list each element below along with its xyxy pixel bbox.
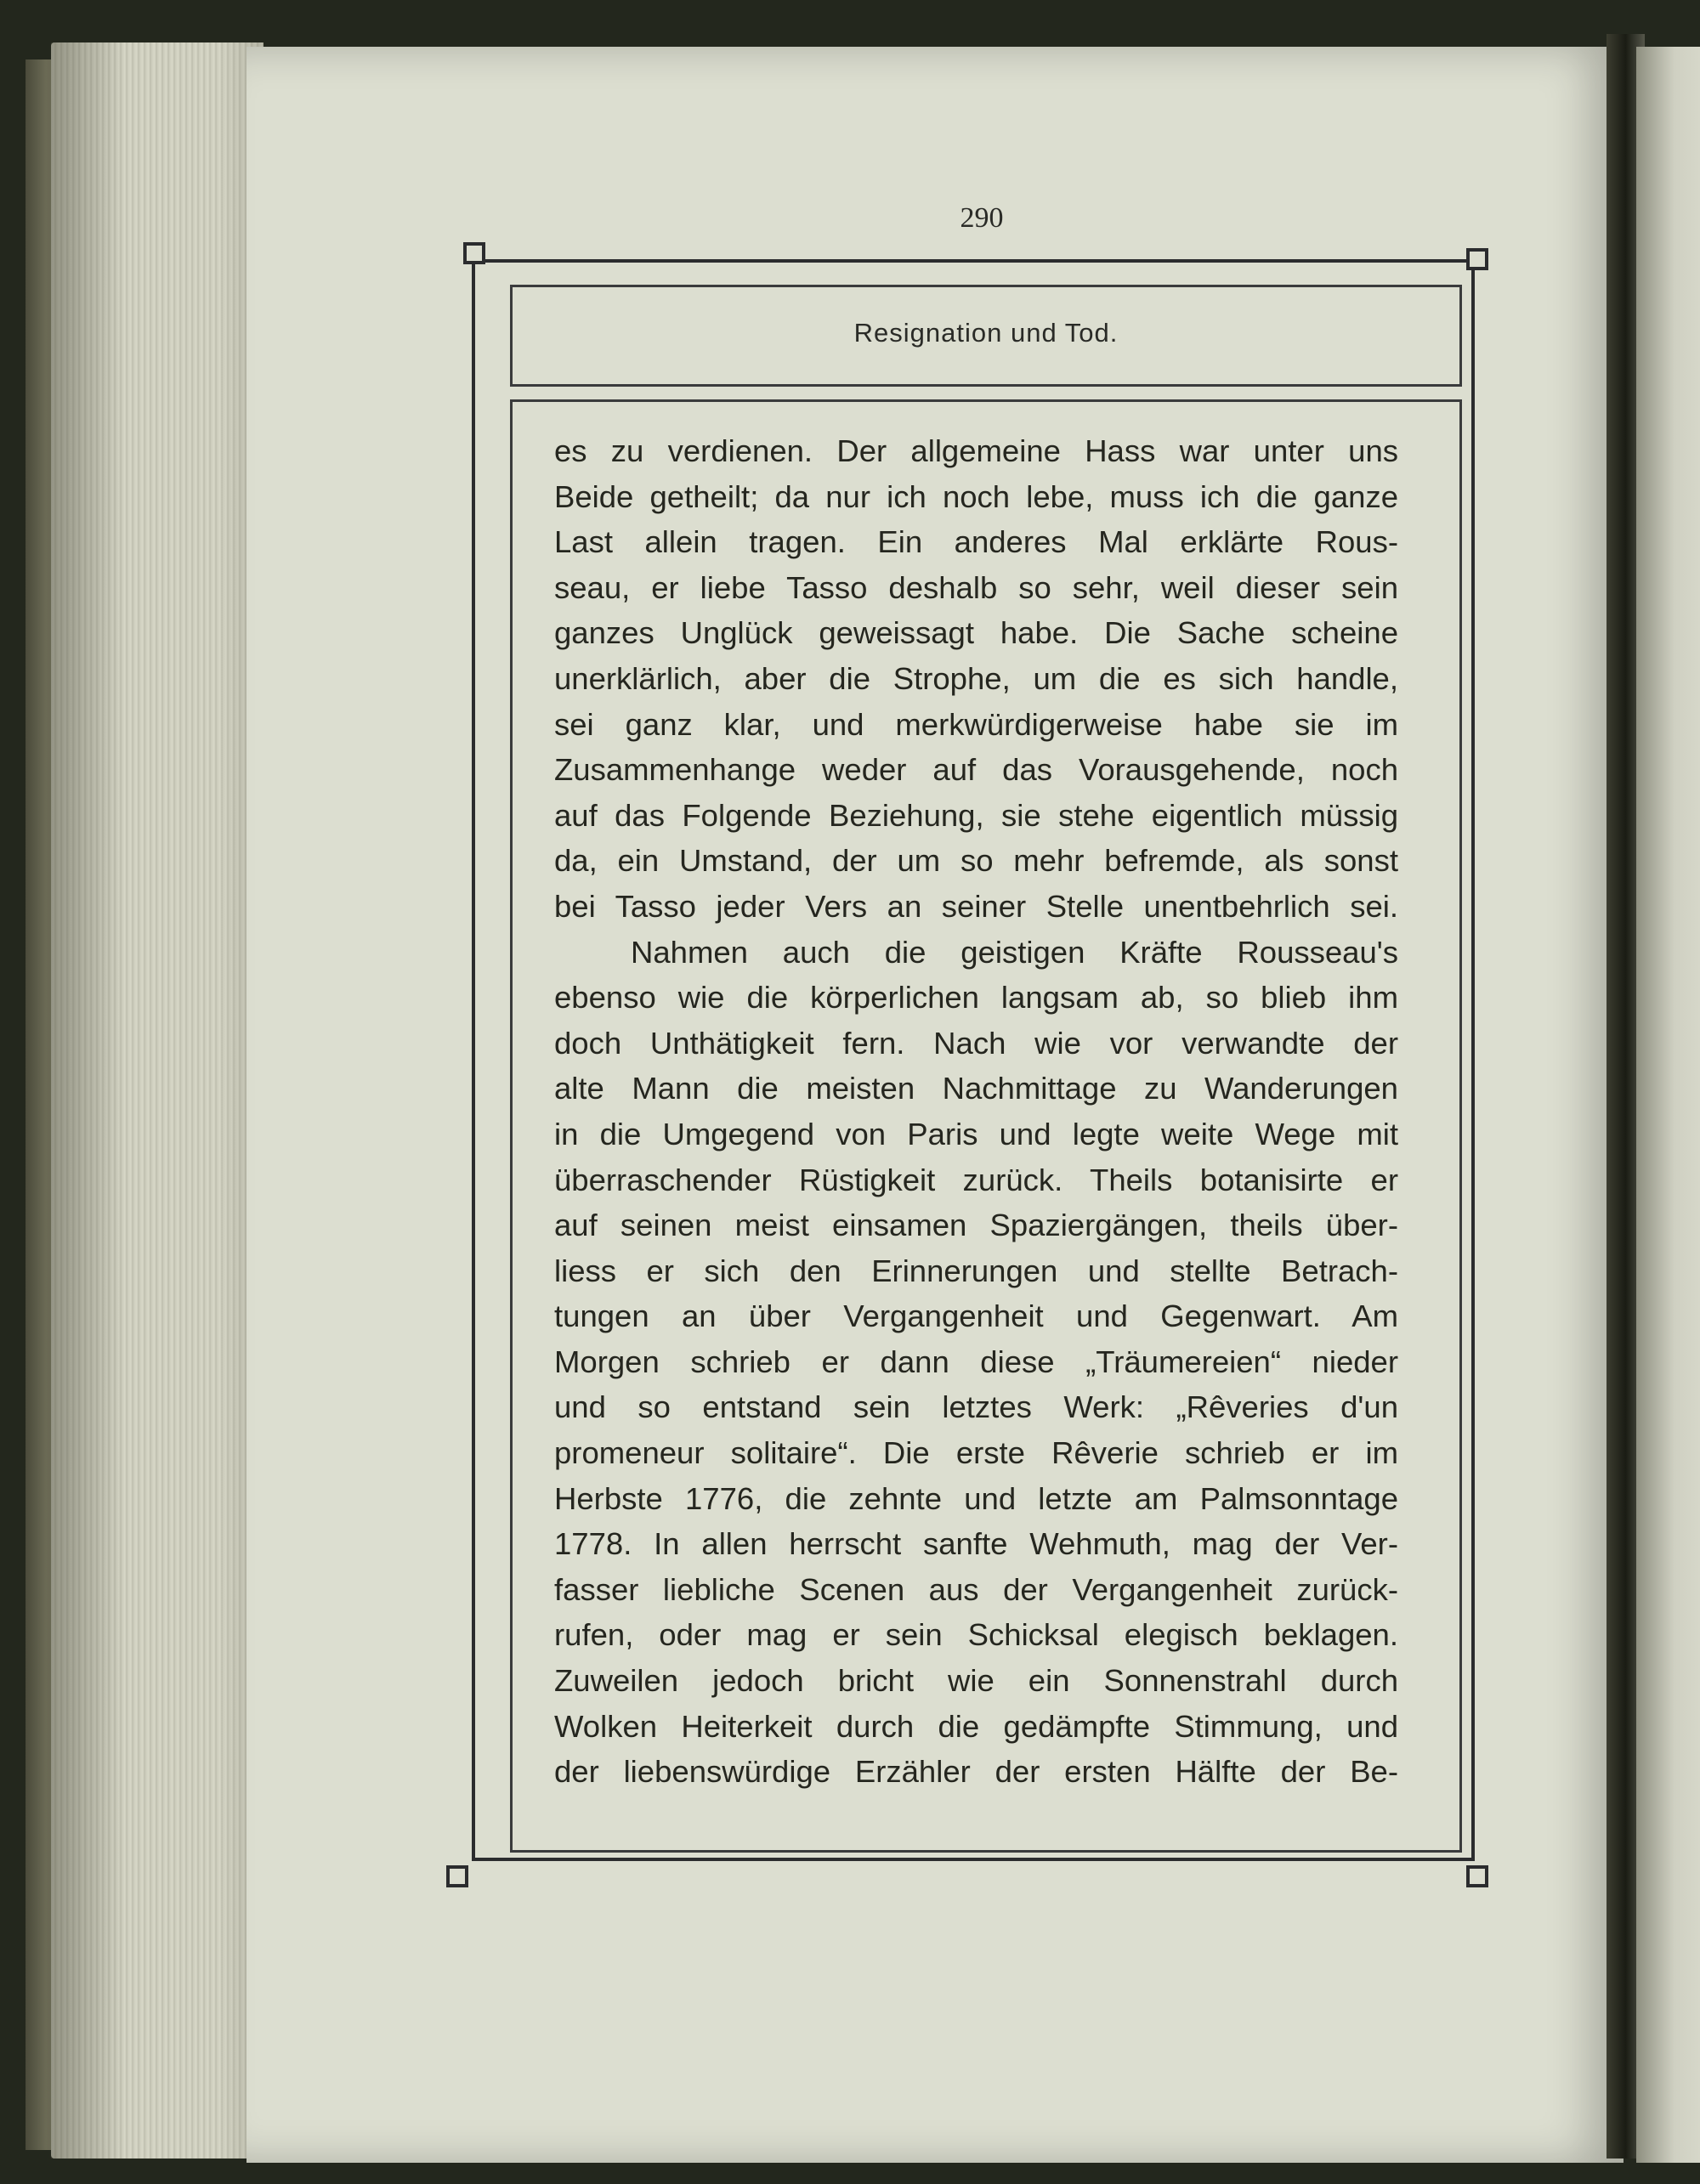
frame-corner-top-left [463, 242, 485, 264]
text-line: der liebenswürdige Erzähler der ersten Hälfte der Be- [554, 1754, 1398, 1790]
page-number: 290 [960, 202, 1004, 234]
text-line: promeneur solitaire“. Die erste Rêverie schrieb er im [554, 1435, 1398, 1471]
text-line: Herbste 1776, die zehnte und letzte am Palmsonntage [554, 1480, 1398, 1516]
body-text [554, 428, 1398, 1795]
text-line: Morgen schrieb er dann diese „Träumereien“ nieder [554, 1344, 1398, 1379]
text-line: rufen, oder mag er sein Schicksal elegisch beklagen. [554, 1617, 1398, 1653]
text-line: da, ein Umstand, der um so mehr befremde, als sonst [554, 843, 1398, 879]
text-line: liess er sich den Erinnerungen und stellte Betrach- [554, 1253, 1398, 1288]
text-line: ganzes Unglück geweissagt habe. Die Sache scheine [554, 615, 1398, 651]
text-line: ebenso wie die körperlichen langsam ab, so blieb ihm [554, 980, 1398, 1016]
running-head: Resignation und Tod. [853, 318, 1119, 348]
frame-corner-top-right [1466, 248, 1488, 270]
frame-corner-bottom-right [1466, 1865, 1488, 1887]
facing-page-edge [1636, 47, 1700, 2163]
text-line: überraschender Rüstigkeit zurück. Theils botanisirte er [554, 1162, 1398, 1197]
text-line: Last allein tragen. Ein anderes Mal erklärte Rous- [554, 524, 1398, 560]
frame-corner-bottom-left [446, 1865, 468, 1887]
text-line: doch Unthätigkeit fern. Nach wie vor verwandte der [554, 1025, 1398, 1061]
text-line: in die Umgegend von Paris und legte weite Wege mit [554, 1116, 1398, 1151]
text-line: fasser liebliche Scenen aus der Vergangenheit zurück- [554, 1571, 1398, 1607]
text-line: unerklärlich, aber die Strophe, um die es sich handle, [554, 660, 1398, 696]
text-line: und so entstand sein letztes Werk: „Rêveries d'un [554, 1389, 1398, 1425]
text-line: alte Mann die meisten Nachmittage zu Wanderungen [554, 1071, 1398, 1106]
text-line: 1778. In allen herrscht sanfte Wehmuth, mag der Ver- [554, 1526, 1398, 1562]
text-line: Beide getheilt; da nur ich noch lebe, muss ich die ganze [554, 478, 1398, 514]
text-line: Zuweilen jedoch bricht wie ein Sonnenstrahl durch [554, 1663, 1398, 1699]
text-line: seau, er liebe Tasso deshalb so sehr, weil dieser sein [554, 569, 1398, 605]
text-line: bei Tasso jeder Vers an seiner Stelle unentbehrlich sei. [554, 888, 1398, 924]
text-line: auf das Folgende Beziehung, sie stehe eigentlich müssig [554, 797, 1398, 833]
text-line: sei ganz klar, und merkwürdigerweise habe sie im [554, 706, 1398, 742]
text-line: Zusammenhange weder auf das Vorausgehende, noch [554, 752, 1398, 788]
text-line: es zu verdienen. Der allgemeine Hass war unter uns [554, 433, 1398, 468]
text-line: auf seinen meist einsamen Spaziergängen, theils über- [554, 1208, 1398, 1243]
text-line: Nahmen auch die geistigen Kräfte Rousseau's [631, 934, 1398, 970]
text-line: tungen an über Vergangenheit und Gegenwart. Am [554, 1299, 1398, 1334]
text-line: Wolken Heiterkeit durch die gedämpfte Stimmung, und [554, 1708, 1398, 1744]
